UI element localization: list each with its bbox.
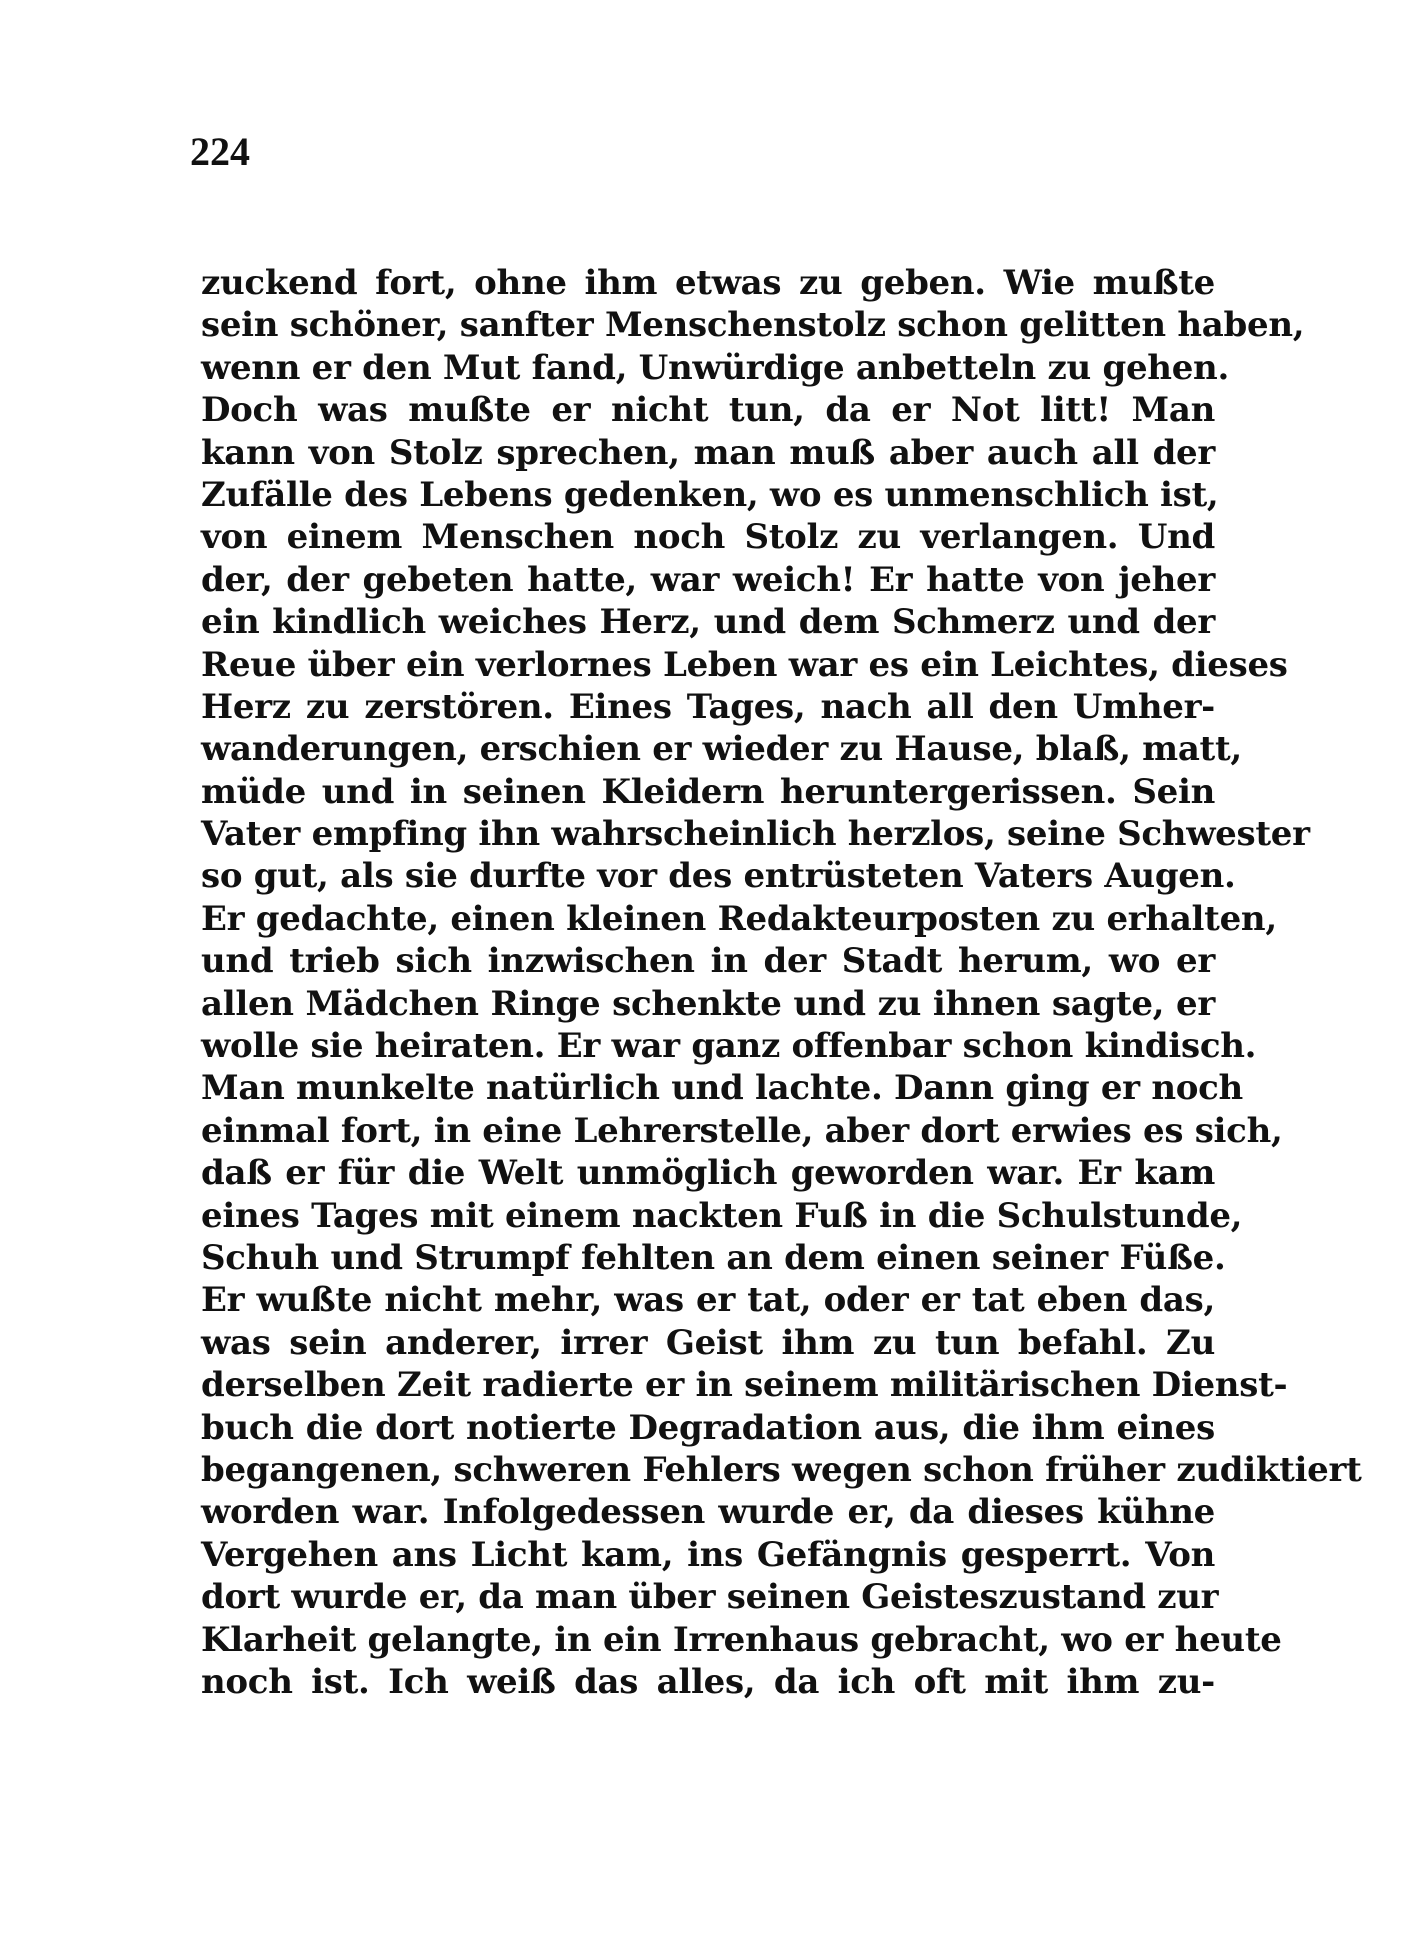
text-line: wolle sie heiraten. Er war ganz offenbar schon kindisch. [201, 1026, 1257, 1067]
text-line: Doch was mußte er nicht tun, da er Not litt! Man [201, 390, 1215, 431]
text-line: dort wurde er, da man über seinen Geisteszustand zur [201, 1577, 1219, 1618]
text-line: wanderungen, erschien er wieder zu Hause, blaß, matt, [201, 729, 1242, 770]
text-line: Schuh und Strumpf fehlten an dem einen seiner Füße. [201, 1237, 1226, 1278]
text-line: der, der gebeten hatte, war weich! Er hatte von jeher [201, 559, 1215, 600]
text-line: Reue über ein verlornes Leben war es ein Leichtes, dieses [201, 644, 1288, 685]
text-line: müde und in seinen Kleidern heruntergerissen. Sein [201, 771, 1215, 812]
text-line: von einem Menschen noch Stolz zu verlangen. Und [201, 517, 1215, 558]
text-line: eines Tages mit einem nackten Fuß in die Schulstunde, [201, 1195, 1243, 1236]
text-line: buch die dort notierte Degradation aus, die ihm eines [201, 1407, 1215, 1448]
text-line: worden war. Infolgedessen wurde er, da dieses kühne [201, 1492, 1215, 1533]
text-line: Klarheit gelangte, in ein Irrenhaus gebracht, wo er heute [201, 1619, 1282, 1660]
text-line: was sein anderer, irrer Geist ihm zu tun befahl. Zu [201, 1322, 1215, 1363]
text-line: zuckend fort, ohne ihm etwas zu geben. Wie mußte [201, 263, 1215, 303]
body-text [201, 262, 1362, 1703]
text-line: allen Mädchen Ringe schenkte und zu ihnen sagte, er [201, 983, 1215, 1024]
text-line: Man munkelte natürlich und lachte. Dann ging er noch [201, 1068, 1243, 1109]
text-line: einmal fort, in eine Lehrerstelle, aber dort erwies es sich, [201, 1110, 1283, 1151]
text-line: Vater empfing ihn wahrscheinlich herzlos, seine Schwester [201, 814, 1310, 855]
text-line: Zufälle des Lebens gedenken, wo es unmenschlich ist, [201, 474, 1219, 515]
text-line: begangenen, schweren Fehlers wegen schon früher zudiktiert [201, 1449, 1362, 1490]
text-line: Er gedachte, einen kleinen Redakteurposten zu erhalten, [201, 898, 1277, 939]
text-line: Herz zu zerstören. Eines Tages, nach all den Umher- [201, 686, 1215, 727]
text-line: noch ist. Ich weiß das alles, da ich oft mit ihm zu- [201, 1661, 1215, 1702]
text-line: sein schöner, sanfter Menschenstolz schon gelitten haben, [201, 305, 1305, 346]
text-line: und trieb sich inzwischen in der Stadt herum, wo er [201, 941, 1215, 982]
text-line: ein kindlich weiches Herz, und dem Schmerz und der [201, 602, 1215, 643]
page-number: 224 [190, 129, 250, 174]
text-line: Er wußte nicht mehr, was er tat, oder er tat eben das, [201, 1280, 1215, 1321]
text-line: so gut, als sie durfte vor des entrüsteten Vaters Augen. [201, 856, 1236, 897]
text-line: kann von Stolz sprechen, man muß aber auch all der [201, 432, 1215, 473]
text-line: daß er für die Welt unmöglich geworden war. Er kam [201, 1153, 1215, 1194]
text-line: derselben Zeit radierte er in seinem militärischen Dienst- [201, 1365, 1288, 1406]
text-line: wenn er den Mut fand, Unwürdige anbetteln zu gehen. [201, 347, 1229, 388]
text-line: Vergehen ans Licht kam, ins Gefängnis gesperrt. Von [201, 1534, 1215, 1575]
